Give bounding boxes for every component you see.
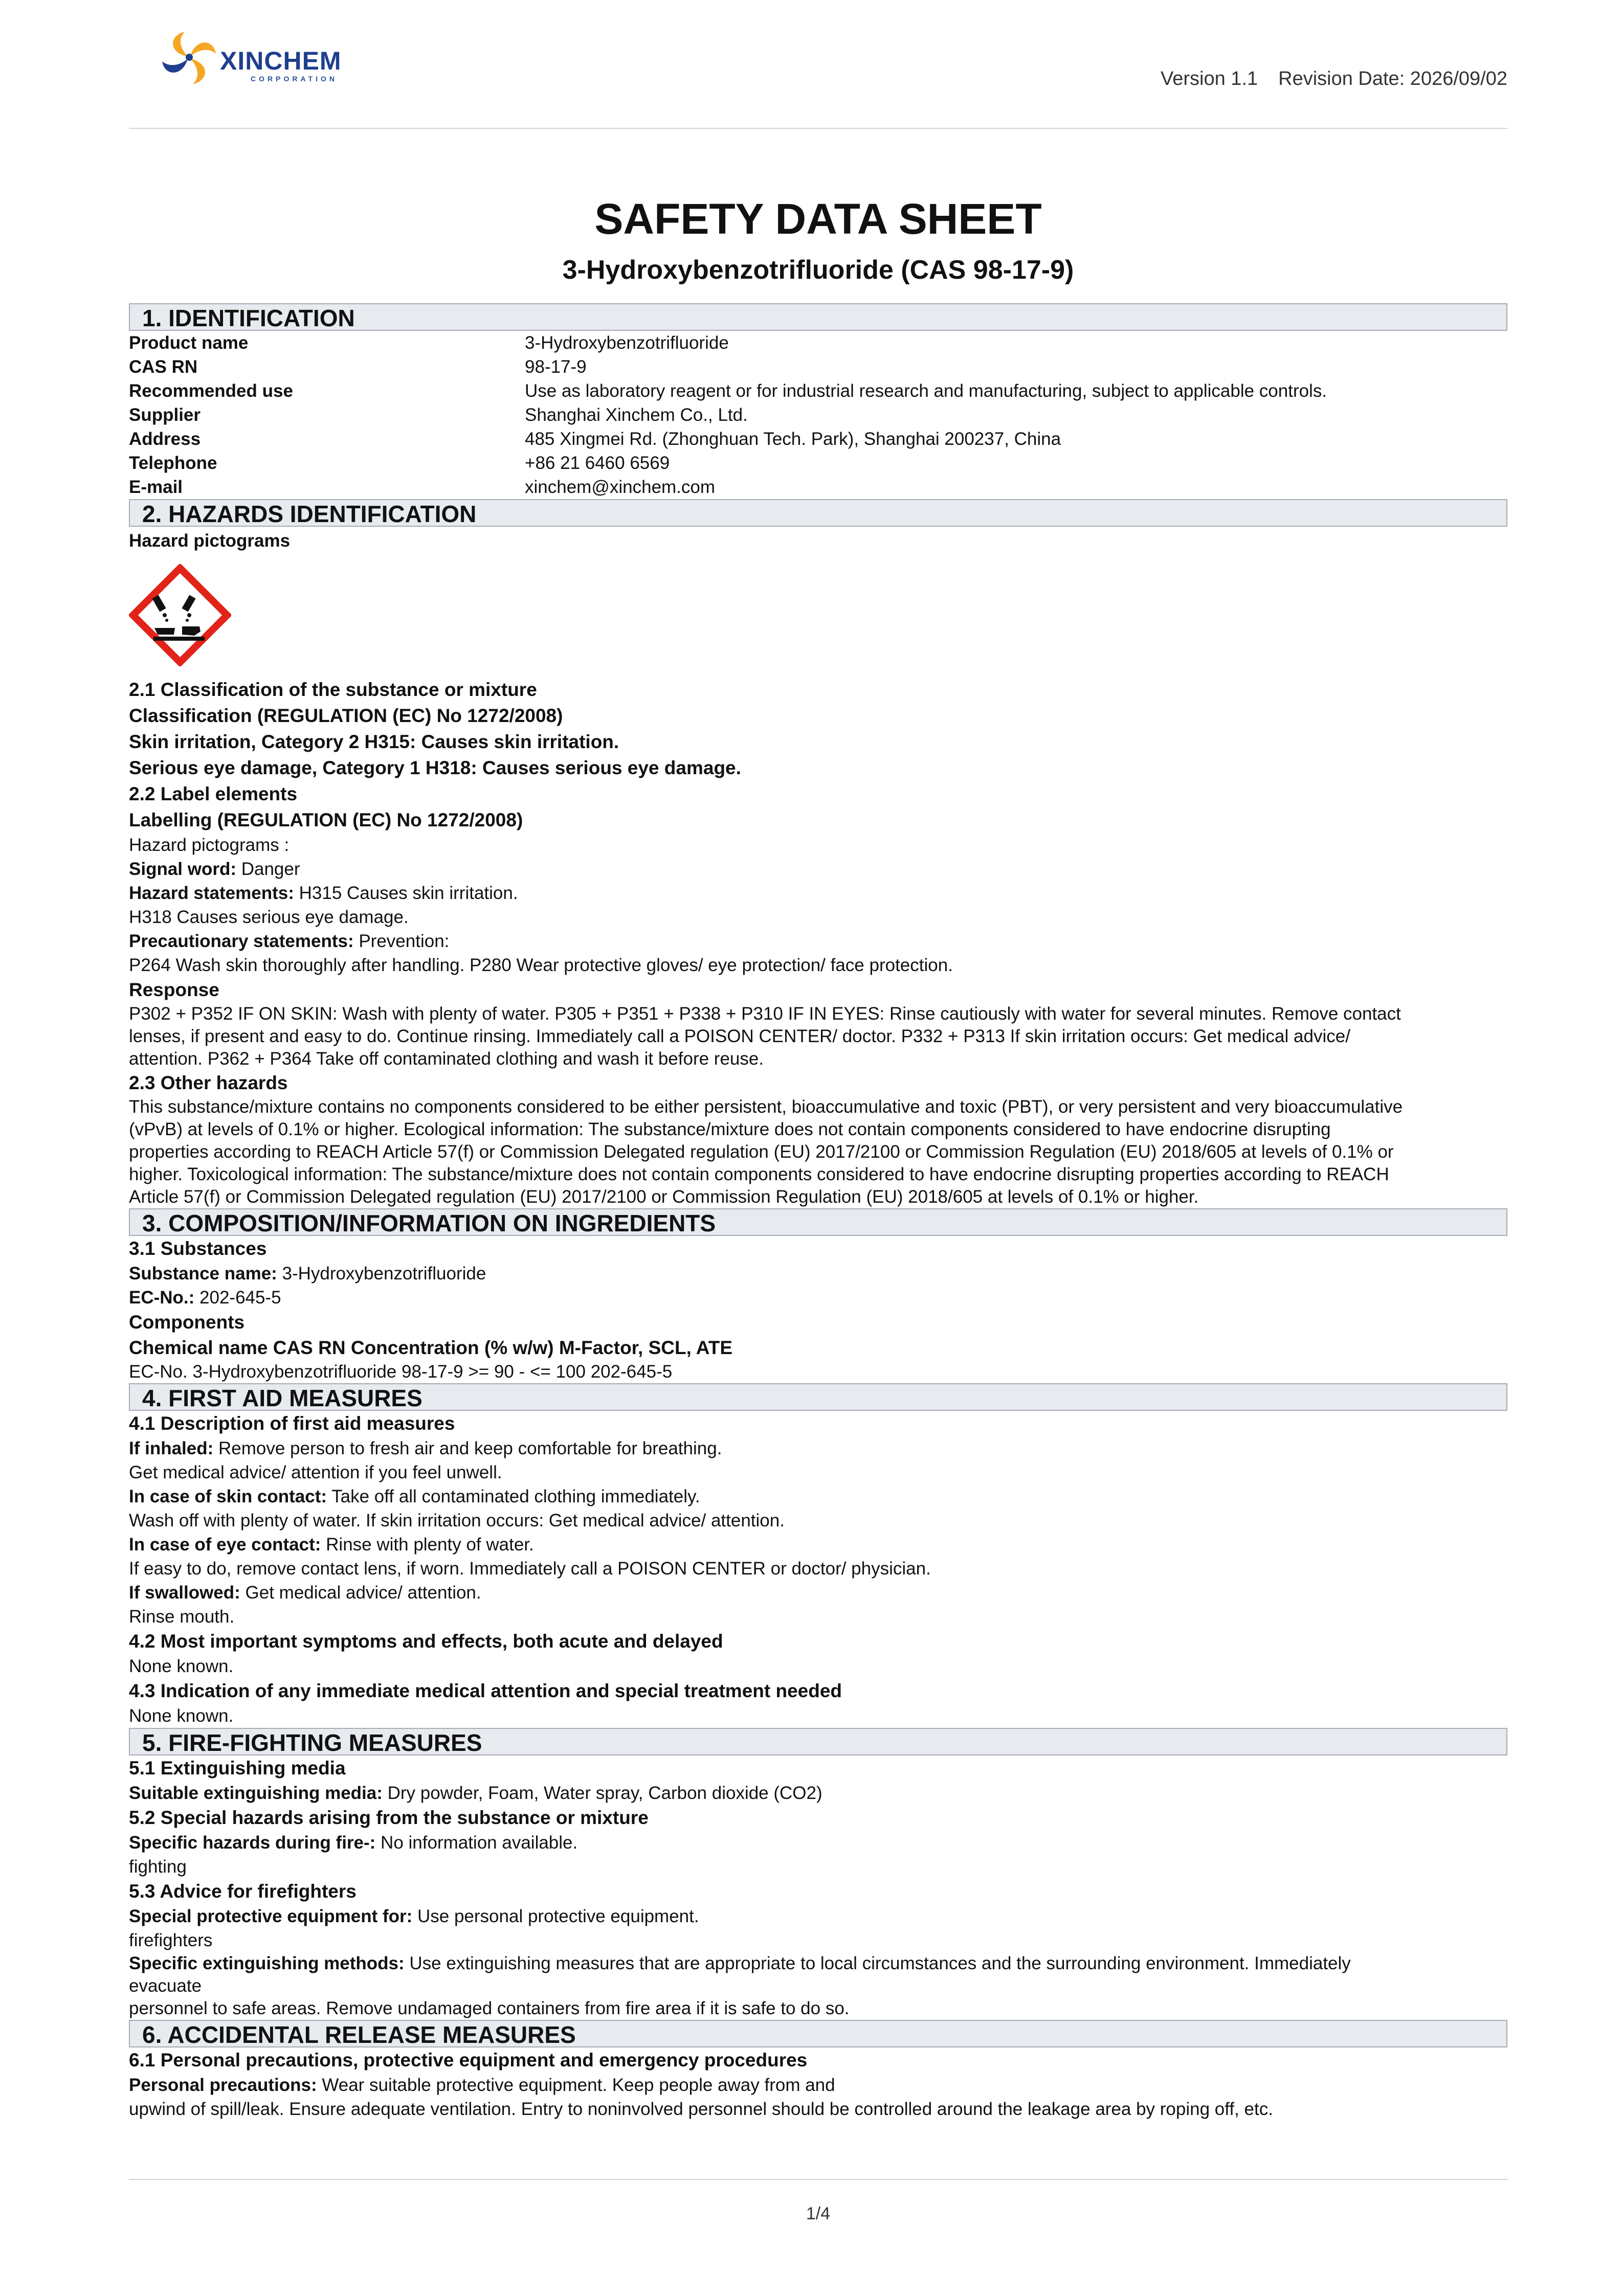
id-row-use: [129, 379, 1507, 403]
personal-precautions-value: Wear suitable protective equipment. Keep people away from and: [317, 2075, 835, 2095]
if-inhaled-2: Get medical advice/ attention if you feel unwell.: [129, 1462, 502, 1482]
if-swallowed-2: Rinse mouth.: [129, 1607, 235, 1627]
skin-contact-label: In case of skin contact:: [129, 1487, 327, 1506]
id-value: Use as laboratory reagent or for industrial research and manufacturing, subject to applicable controls.: [525, 381, 1327, 401]
id-value: 485 Xingmei Rd. (Zhonghuan Tech. Park), Shanghai 200237, China: [525, 429, 1061, 449]
id-value: +86 21 6460 6569: [525, 453, 670, 473]
extinguishing-methods-value: Use extinguishing measures that are appropriate to local circumstances and the surrounding environment. Immediately: [404, 1953, 1351, 1973]
medical-attention-heading: 4.3 Indication of any immediate medical attention and special treatment needed: [129, 1680, 842, 1701]
specific-hazards: [129, 1831, 1507, 1855]
id-value: 3-Hydroxybenzotrifluoride: [525, 333, 729, 353]
specific-hazards-value: No information available.: [375, 1833, 578, 1853]
symptoms-heading: 4.2 Most important symptoms and effects, both acute and delayed: [129, 1631, 723, 1652]
hazard-statements-label: Hazard statements:: [129, 883, 294, 903]
section-1-heading: 1. IDENTIFICATION: [129, 303, 1507, 331]
ec-number-value: 202-645-5: [194, 1288, 281, 1308]
page-number: 1/4: [806, 2204, 831, 2223]
extinguishing-methods-2: evacuate: [129, 1976, 202, 1996]
logo-name: XINCHEM: [220, 47, 342, 75]
protective-equipment-2: firefighters: [129, 1930, 213, 1950]
protective-equipment-label: Special protective equipment for:: [129, 1906, 413, 1926]
hazard-pictograms-label: Hazard pictograms: [129, 531, 291, 551]
signal-word-value: Danger: [236, 859, 300, 879]
document-title: SAFETY DATA SHEET: [594, 195, 1042, 243]
id-row-cas: [129, 355, 1507, 379]
extinguishing-media-heading: 5.1 Extinguishing media: [129, 1758, 346, 1779]
if-swallowed-label: If swallowed:: [129, 1583, 240, 1603]
suitable-media-value: Dry powder, Foam, Water spray, Carbon dioxide (CO2): [382, 1783, 822, 1803]
other-hazards-line-5: Article 57(f) or Commission Delegated regulation (EU) 2017/2100 or Commission Regulation (EU) 2018/605 at levels of 0.1% or higher.: [129, 1187, 1199, 1207]
id-row-email: [129, 475, 1507, 499]
extinguishing-methods-3: personnel to safe areas. Remove undamaged containers from fire area if it is safe to do so.: [129, 1998, 850, 2018]
skin-contact-value: Take off all contaminated clothing immediately.: [327, 1487, 700, 1506]
if-inhaled-label: If inhaled:: [129, 1438, 214, 1458]
substance-name-value: 3-Hydroxybenzotrifluoride: [277, 1264, 486, 1284]
section-4-heading: 4. FIRST AID MEASURES: [129, 1383, 1507, 1411]
symptoms-value: None known.: [129, 1656, 234, 1676]
specific-hazards-2: fighting: [129, 1857, 187, 1877]
id-row-telephone: [129, 451, 1507, 475]
sds-content: [129, 303, 1507, 2121]
section-3-heading: 3. COMPOSITION/INFORMATION ON INGREDIENTS: [129, 1208, 1507, 1236]
skin-contact: [129, 1484, 1507, 1509]
hazard-pictograms-line: Hazard pictograms :: [129, 835, 290, 855]
corrosion-pictogram-icon: [129, 564, 231, 666]
personal-precautions-label: Personal precautions:: [129, 2075, 317, 2095]
label-elements-heading: 2.2 Label elements: [129, 783, 298, 804]
hazard-statement-2: H318 Causes serious eye damage.: [129, 907, 409, 927]
components-table-row: EC-No. 3-Hydroxybenzotrifluoride 98-17-9 >= 90 - <= 100 202-645-5: [129, 1362, 673, 1382]
precautionary-label: Precautionary statements:: [129, 931, 354, 951]
eye-contact-2: If easy to do, remove contact lens, if worn. Immediately call a POISON CENTER or doctor/ physician.: [129, 1559, 931, 1579]
components-table-header: Chemical name CAS RN Concentration (% w/w) M-Factor, SCL, ATE: [129, 1337, 733, 1358]
skin-contact-2: Wash off with plenty of water. If skin irritation occurs: Get medical advice/ attention.: [129, 1511, 785, 1530]
footer-divider: [129, 2179, 1507, 2180]
logo-subtitle: CORPORATION: [251, 75, 338, 83]
identification-table: [129, 331, 1507, 499]
id-row-address: [129, 427, 1507, 451]
signal-word-label: Signal word:: [129, 859, 236, 879]
response-line-1: P302 + P352 IF ON SKIN: Wash with plenty of water. P305 + P351 + P338 + P310 IF IN EYES: Rinse cautiously with water for several minutes. Remove contact: [129, 1004, 1401, 1024]
personal-precautions-heading: 6.1 Personal precautions, protective equipment and emergency procedures: [129, 2050, 808, 2070]
ec-number: [129, 1286, 1507, 1310]
extinguishing-methods: [129, 1952, 1507, 1975]
id-row-supplier: [129, 403, 1507, 427]
prevention-text: P264 Wash skin thoroughly after handling. P280 Wear protective gloves/ eye protection/ face protection.: [129, 955, 953, 975]
components-heading: Components: [129, 1312, 245, 1333]
response-line-2: lenses, if present and easy to do. Continue rinsing. Immediately call a POISON CENTER/ doctor. P332 + P313 If skin irritation occurs: Get medical advice/: [129, 1026, 1350, 1046]
logo-pinwheel-icon: [160, 26, 221, 92]
version-label: Version 1.1: [1161, 68, 1258, 89]
eye-contact-label: In case of eye contact:: [129, 1535, 321, 1555]
version-info: [1140, 68, 1507, 90]
id-value: Shanghai Xinchem Co., Ltd.: [525, 405, 748, 425]
eye-contact-value: Rinse with plenty of water.: [321, 1535, 534, 1555]
id-label: CAS RN: [129, 357, 198, 377]
signal-word: [129, 857, 1507, 881]
id-label: Address: [129, 429, 201, 449]
personal-precautions: [129, 2073, 1507, 2097]
if-inhaled: [129, 1436, 1507, 1460]
specific-hazards-label: Specific hazards during fire-:: [129, 1833, 376, 1853]
id-label: Recommended use: [129, 381, 293, 401]
header-divider: [129, 128, 1507, 129]
first-aid-description-heading: 4.1 Description of first aid measures: [129, 1413, 455, 1434]
id-row-product-name: [129, 331, 1507, 355]
eye-contact: [129, 1533, 1507, 1557]
hazard-statements-value: H315 Causes skin irritation.: [294, 883, 518, 903]
substance-name: [129, 1262, 1507, 1286]
personal-precautions-2: upwind of spill/leak. Ensure adequate ventilation. Entry to noninvolved personnel should be controlled around the leakage area by roping off, etc.: [129, 2099, 1273, 2119]
id-label: Product name: [129, 333, 249, 353]
section-5-heading: 5. FIRE-FIGHTING MEASURES: [129, 1728, 1507, 1755]
special-hazards-heading: 5.2 Special hazards arising from the substance or mixture: [129, 1807, 649, 1828]
revision-date: Revision Date: 2026/09/02: [1278, 68, 1507, 89]
response-heading: Response: [129, 979, 219, 1000]
extinguishing-methods-label: Specific extinguishing methods:: [129, 1953, 405, 1973]
document-subtitle: 3-Hydroxybenzotrifluoride (CAS 98-17-9): [562, 255, 1074, 285]
response-line-3: attention. P362 + P364 Take off contaminated clothing and wash it before reuse.: [129, 1049, 764, 1069]
company-logo: [160, 26, 364, 92]
suitable-media: [129, 1781, 1507, 1805]
classification-regulation: Classification (REGULATION (EC) No 1272/2008): [129, 705, 563, 726]
hazard-statements: [129, 881, 1507, 905]
if-swallowed: [129, 1581, 1507, 1605]
protective-equipment-value: Use personal protective equipment.: [412, 1906, 699, 1926]
other-hazards-heading: 2.3 Other hazards: [129, 1072, 288, 1093]
section-6-heading: 6. ACCIDENTAL RELEASE MEASURES: [129, 2020, 1507, 2047]
labelling-regulation: Labelling (REGULATION (EC) No 1272/2008): [129, 809, 523, 830]
ec-number-label: EC-No.:: [129, 1288, 195, 1308]
substance-name-label: Substance name:: [129, 1264, 277, 1284]
if-inhaled-value: Remove person to fresh air and keep comfortable for breathing.: [213, 1438, 722, 1458]
firefighters-advice-heading: 5.3 Advice for firefighters: [129, 1881, 357, 1902]
classification-eye: Serious eye damage, Category 1 H318: Causes serious eye damage.: [129, 757, 741, 778]
id-label: Telephone: [129, 453, 217, 473]
id-value: 98-17-9: [525, 357, 587, 377]
precautionary-statements: [129, 929, 1507, 953]
classification-skin: Skin irritation, Category 2 H315: Causes skin irritation.: [129, 731, 619, 752]
id-value[interactable]: xinchem@xinchem.com: [525, 477, 716, 497]
sds-page: [129, 0, 1507, 2296]
other-hazards-line-2: (vPvB) at levels of 0.1% or higher. Ecological information: The substance/mixture does not contain components considered to have endocrine disrupting: [129, 1119, 1331, 1139]
if-swallowed-value: Get medical advice/ attention.: [240, 1583, 481, 1603]
id-label: E-mail: [129, 477, 183, 497]
medical-attention-value: None known.: [129, 1706, 234, 1726]
other-hazards-line-3: properties according to REACH Article 57(f) or Commission Delegated regulation (EU) 2017/2100 or Commission Regulation (EU) 2018/605 at levels of 0.1% or: [129, 1142, 1394, 1162]
protective-equipment: [129, 1904, 1507, 1928]
section-2-heading: 2. HAZARDS IDENTIFICATION: [129, 499, 1507, 527]
other-hazards-line-1: This substance/mixture contains no components considered to be either persistent, bioaccumulative and toxic (PBT), or very persistent and very bioaccumulative: [129, 1097, 1403, 1117]
suitable-media-label: Suitable extinguishing media:: [129, 1783, 383, 1803]
id-label: Supplier: [129, 405, 201, 425]
substances-heading: 3.1 Substances: [129, 1238, 267, 1259]
page-header: [129, 26, 1507, 128]
classification-heading: 2.1 Classification of the substance or mixture: [129, 679, 537, 700]
other-hazards-line-4: higher. Toxicological information: The substance/mixture does not contain components considered to have endocrine disrupting properties according to REACH: [129, 1164, 1389, 1184]
precautionary-value: Prevention:: [353, 931, 450, 951]
